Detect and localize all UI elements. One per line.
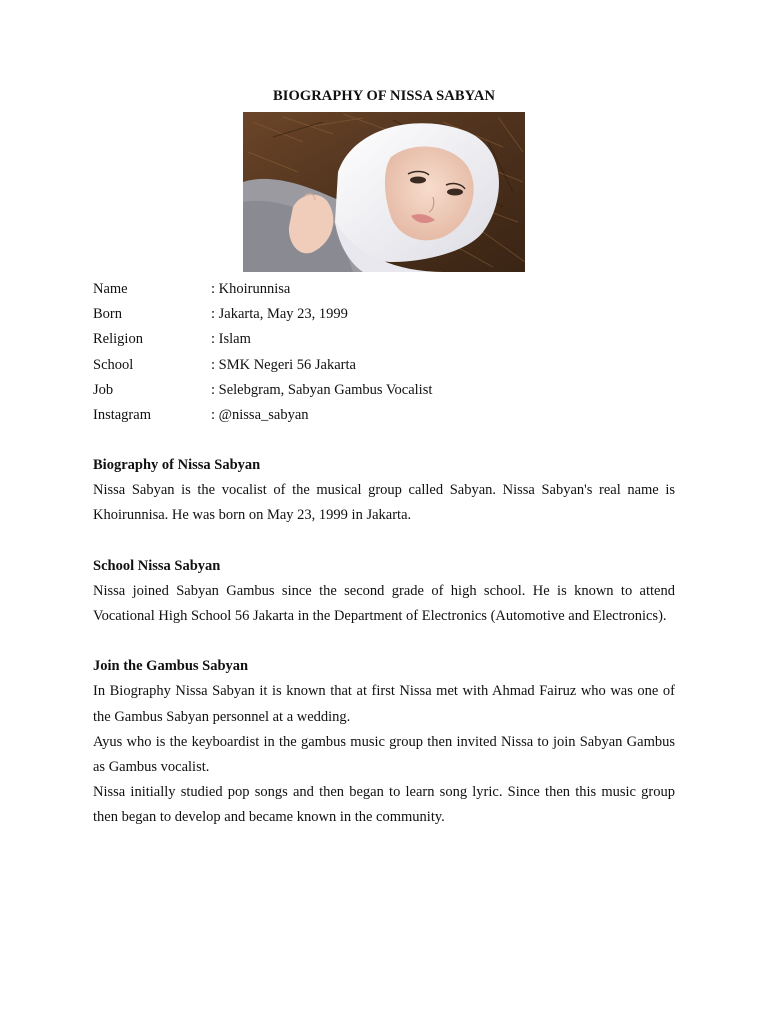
info-row-instagram <box>93 403 675 428</box>
info-value: : Selebgram, Sabyan Gambus Vocalist <box>211 381 433 398</box>
paragraph: Nissa joined Sabyan Gambus since the second grade of high school. He is known to attend Vocational High School 56 Jakarta in the Department of Electronics (Automotive and Electronics). <box>93 582 675 624</box>
info-label: Religion <box>93 331 143 348</box>
profile-info-list <box>93 277 675 428</box>
section-join-gambus <box>93 654 675 830</box>
section-school <box>93 554 675 630</box>
section-biography <box>93 453 675 529</box>
paragraph: Nissa Sabyan is the vocalist of the musical group called Sabyan. Nissa Sabyan's real name is Khoirunnisa. He was born on May 23, 1999 in Jakarta. <box>93 482 675 524</box>
info-row-job <box>93 378 675 403</box>
section-heading: School Nissa Sabyan <box>93 557 221 574</box>
paragraph: In Biography Nissa Sabyan it is known that at first Nissa met with Ahmad Fairuz who was one of the Gambus Sabyan personnel at a wedding. <box>93 683 675 725</box>
info-row-religion <box>93 327 675 352</box>
paragraph: Nissa initially studied pop songs and then began to learn song lyric. Since then this music group then began to develop and became known in the community. <box>93 784 675 826</box>
info-value: : @nissa_sabyan <box>211 406 309 423</box>
info-value: : Jakarta, May 23, 1999 <box>211 306 348 323</box>
biography-content <box>93 453 675 856</box>
paragraph: Ayus who is the keyboardist in the gambus music group then invited Nissa to join Sabyan Gambus as Gambus vocalist. <box>93 733 675 775</box>
info-row-born <box>93 302 675 327</box>
info-label: Born <box>93 306 122 323</box>
info-label: Instagram <box>93 406 151 423</box>
section-heading: Biography of Nissa Sabyan <box>93 457 261 473</box>
info-row-school <box>93 353 675 378</box>
info-value: : Islam <box>211 331 251 348</box>
info-label: Job <box>93 381 114 398</box>
portrait-illustration <box>243 112 525 272</box>
info-value: : Khoirunnisa <box>211 281 291 297</box>
portrait-photo <box>243 112 525 272</box>
info-row-name <box>93 277 675 302</box>
info-label: School <box>93 356 134 373</box>
page-title: BIOGRAPHY OF NISSA SABYAN <box>272 88 496 104</box>
info-label: Name <box>93 281 128 297</box>
info-value: : SMK Negeri 56 Jakarta <box>211 356 356 373</box>
section-heading: Join the Gambus Sabyan <box>93 658 249 675</box>
